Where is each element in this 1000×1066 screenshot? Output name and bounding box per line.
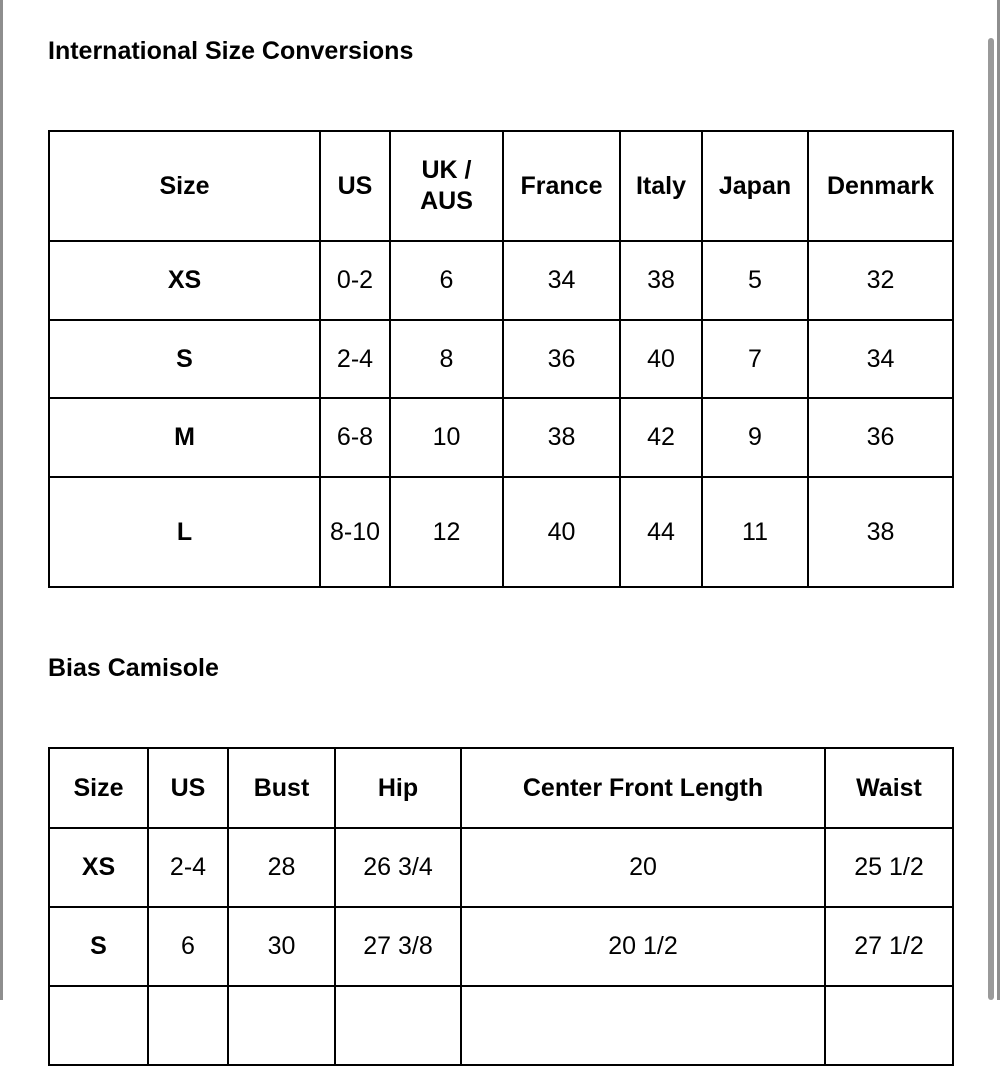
japan-cell: 11	[702, 477, 808, 587]
table-row	[49, 398, 953, 477]
column-header-denmark: Denmark	[808, 131, 953, 241]
size-cell: M	[49, 398, 320, 477]
column-header-hip: Hip	[335, 748, 461, 828]
us-cell: 6	[148, 907, 228, 986]
uk-aus-cell: 12	[390, 477, 503, 587]
us-cell: 2-4	[148, 828, 228, 907]
column-header-size: Size	[49, 131, 320, 241]
center-front-length-cell	[461, 986, 825, 1065]
table-row	[49, 986, 953, 1065]
size-cell: XS	[49, 241, 320, 320]
italy-cell: 42	[620, 398, 702, 477]
uk-aus-cell: 8	[390, 320, 503, 398]
table-row	[49, 241, 953, 320]
france-cell: 38	[503, 398, 620, 477]
france-cell: 40	[503, 477, 620, 587]
center-front-length-cell: 20 1/2	[461, 907, 825, 986]
france-cell: 36	[503, 320, 620, 398]
table-header-row	[49, 131, 953, 241]
column-header-italy: Italy	[620, 131, 702, 241]
uk-aus-cell: 10	[390, 398, 503, 477]
column-header-us: US	[320, 131, 390, 241]
us-cell	[148, 986, 228, 1065]
table-row	[49, 320, 953, 398]
column-header-size: Size	[49, 748, 148, 828]
camisole-title: Bias Camisole	[48, 654, 219, 682]
column-header-japan: Japan	[702, 131, 808, 241]
waist-cell	[825, 986, 953, 1065]
us-cell: 2-4	[320, 320, 390, 398]
table-row	[49, 907, 953, 986]
camisole-measurement-table	[48, 747, 954, 1066]
column-header-waist: Waist	[825, 748, 953, 828]
column-header-bust: Bust	[228, 748, 335, 828]
uk-aus-cell: 6	[390, 241, 503, 320]
size-cell: L	[49, 477, 320, 587]
france-cell: 34	[503, 241, 620, 320]
size-cell: S	[49, 320, 320, 398]
column-header-france: France	[503, 131, 620, 241]
bust-cell	[228, 986, 335, 1065]
us-cell: 0-2	[320, 241, 390, 320]
hip-cell	[335, 986, 461, 1065]
us-cell: 8-10	[320, 477, 390, 587]
table-header-row	[49, 748, 953, 828]
bust-cell: 28	[228, 828, 335, 907]
waist-cell: 25 1/2	[825, 828, 953, 907]
table-row	[49, 477, 953, 587]
italy-cell: 40	[620, 320, 702, 398]
column-header-us: US	[148, 748, 228, 828]
size-cell	[49, 986, 148, 1065]
waist-cell: 27 1/2	[825, 907, 953, 986]
bust-cell: 30	[228, 907, 335, 986]
italy-cell: 38	[620, 241, 702, 320]
conversion-title: International Size Conversions	[48, 37, 414, 65]
japan-cell: 7	[702, 320, 808, 398]
denmark-cell: 36	[808, 398, 953, 477]
denmark-cell: 32	[808, 241, 953, 320]
denmark-cell: 34	[808, 320, 953, 398]
center-front-length-cell: 20	[461, 828, 825, 907]
column-header-uk-aus: UK / AUS	[390, 131, 503, 241]
size-cell: S	[49, 907, 148, 986]
japan-cell: 9	[702, 398, 808, 477]
italy-cell: 44	[620, 477, 702, 587]
vertical-scrollbar[interactable]	[988, 38, 994, 1000]
column-header-center-front-length: Center Front Length	[461, 748, 825, 828]
us-cell: 6-8	[320, 398, 390, 477]
size-conversion-table	[48, 130, 954, 588]
japan-cell: 5	[702, 241, 808, 320]
hip-cell: 27 3/8	[335, 907, 461, 986]
window-frame-left	[0, 0, 3, 1000]
size-cell: XS	[49, 828, 148, 907]
hip-cell: 26 3/4	[335, 828, 461, 907]
table-row	[49, 828, 953, 907]
denmark-cell: 38	[808, 477, 953, 587]
